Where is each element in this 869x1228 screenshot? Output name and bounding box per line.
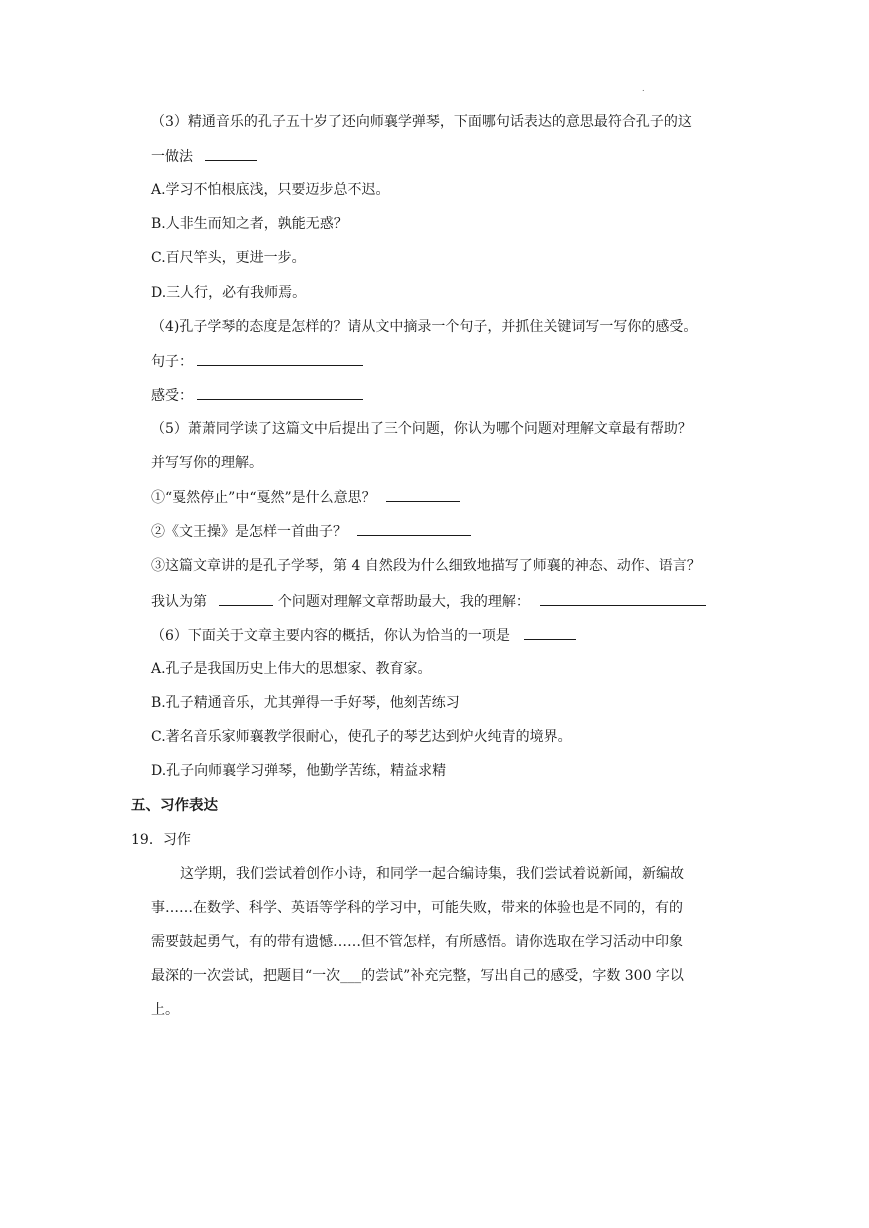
q3-option-c: C.百尺竿头，更进一步。	[151, 250, 306, 266]
q5-sub1: ①“戛然停止”中“戛然”是什么意思？	[151, 490, 376, 506]
q3-stem-line1: （3）精通音乐的孔子五十岁了还向师襄学弹琴，下面哪句话表达的意思最符合孔子的这	[151, 114, 692, 130]
section-heading: 五、习作表达	[131, 798, 218, 814]
q3-option-a: A.学习不怕根底浅，只要迈步总不迟。	[151, 182, 390, 198]
q5-sub2: ②《文王操》是怎样一首曲子？	[151, 524, 347, 540]
q5-answer-prefix: 我认为第	[151, 594, 207, 610]
q3-option-b: B.人非生而知之者，孰能无惑？	[151, 216, 348, 232]
q19-label: 19．习作	[131, 832, 191, 848]
q3-stem-text: 一做法	[151, 149, 193, 165]
q4-feeling-label: 感受：	[151, 388, 193, 404]
q6-option-b: B.孔子精通音乐，尤其弹得一手好琴，他刻苦练习	[151, 695, 460, 711]
essay-para-line1: 这学期，我们尝试着创作小诗，和同学一起合编诗集，我们尝试着说新闻，新编故	[180, 866, 684, 882]
q5-answer-row	[151, 591, 706, 612]
q4-sentence-label: 句子：	[151, 354, 193, 370]
q6-stem: （6）下面关于文章主要内容的概括，你认为恰当的一项是	[151, 628, 510, 644]
essay-para-line2: 事……在数学、科学、英语等学科的学习中，可能失败，带来的体验也是不同的，有的	[151, 900, 683, 916]
q6-option-a: A.孔子是我国历史上伟大的思想家、教育家。	[151, 661, 432, 677]
q5-understanding-blank[interactable]	[540, 591, 706, 606]
essay-para-line5: 上。	[151, 1002, 179, 1018]
q3-option-d: D.三人行，必有我师焉。	[151, 285, 307, 301]
q5-sub1-blank[interactable]	[386, 487, 460, 502]
q5-answer-middle: 个问题对理解文章帮助最大，我的理解：	[277, 594, 530, 610]
page-dot: .	[642, 84, 645, 93]
q4-feeling-blank[interactable]	[197, 385, 363, 400]
q4-sentence-blank[interactable]	[197, 351, 363, 366]
q3-answer-blank[interactable]	[205, 146, 257, 161]
q6-answer-blank[interactable]	[524, 625, 576, 640]
q6-stem-row	[151, 625, 576, 646]
q5-sub2-blank[interactable]	[357, 521, 471, 536]
q6-option-d: D.孔子向师襄学习弹琴，他勤学苦练，精益求精	[151, 763, 447, 779]
q5-sub1-row	[151, 487, 460, 508]
q5-sub3: ③这篇文章讲的是孔子学琴，第 4 自然段为什么细致地描写了师襄的神态、动作、语言？	[151, 558, 701, 574]
q5-sub2-row	[151, 521, 471, 542]
q4-stem: （4)孔子学琴的态度是怎样的？请从文中摘录一个句子，并抓住关键词写一写你的感受。	[151, 319, 698, 335]
q5-stem-line2: 并写写你的理解。	[151, 455, 263, 471]
essay-para-line3: 需要鼓起勇气，有的带有遗憾……但不管怎样，有所感悟。请你选取在学习活动中印象	[151, 934, 683, 950]
q4-feeling-row	[151, 385, 363, 406]
q4-sentence-row	[151, 351, 363, 372]
q3-stem-line2	[151, 146, 257, 167]
q5-question-number-blank[interactable]	[219, 591, 273, 606]
essay-para-line4: 最深的一次尝试，把题目“一次___的尝试”补充完整，写出自己的感受，字数 300 字以	[151, 968, 684, 984]
q5-stem-line1: （5）萧萧同学读了这篇文中后提出了三个问题，你认为哪个问题对理解文章最有帮助？	[151, 421, 692, 437]
q6-option-c: C.著名音乐家师襄教学很耐心，使孔子的琴艺达到炉火纯青的境界。	[151, 729, 572, 745]
